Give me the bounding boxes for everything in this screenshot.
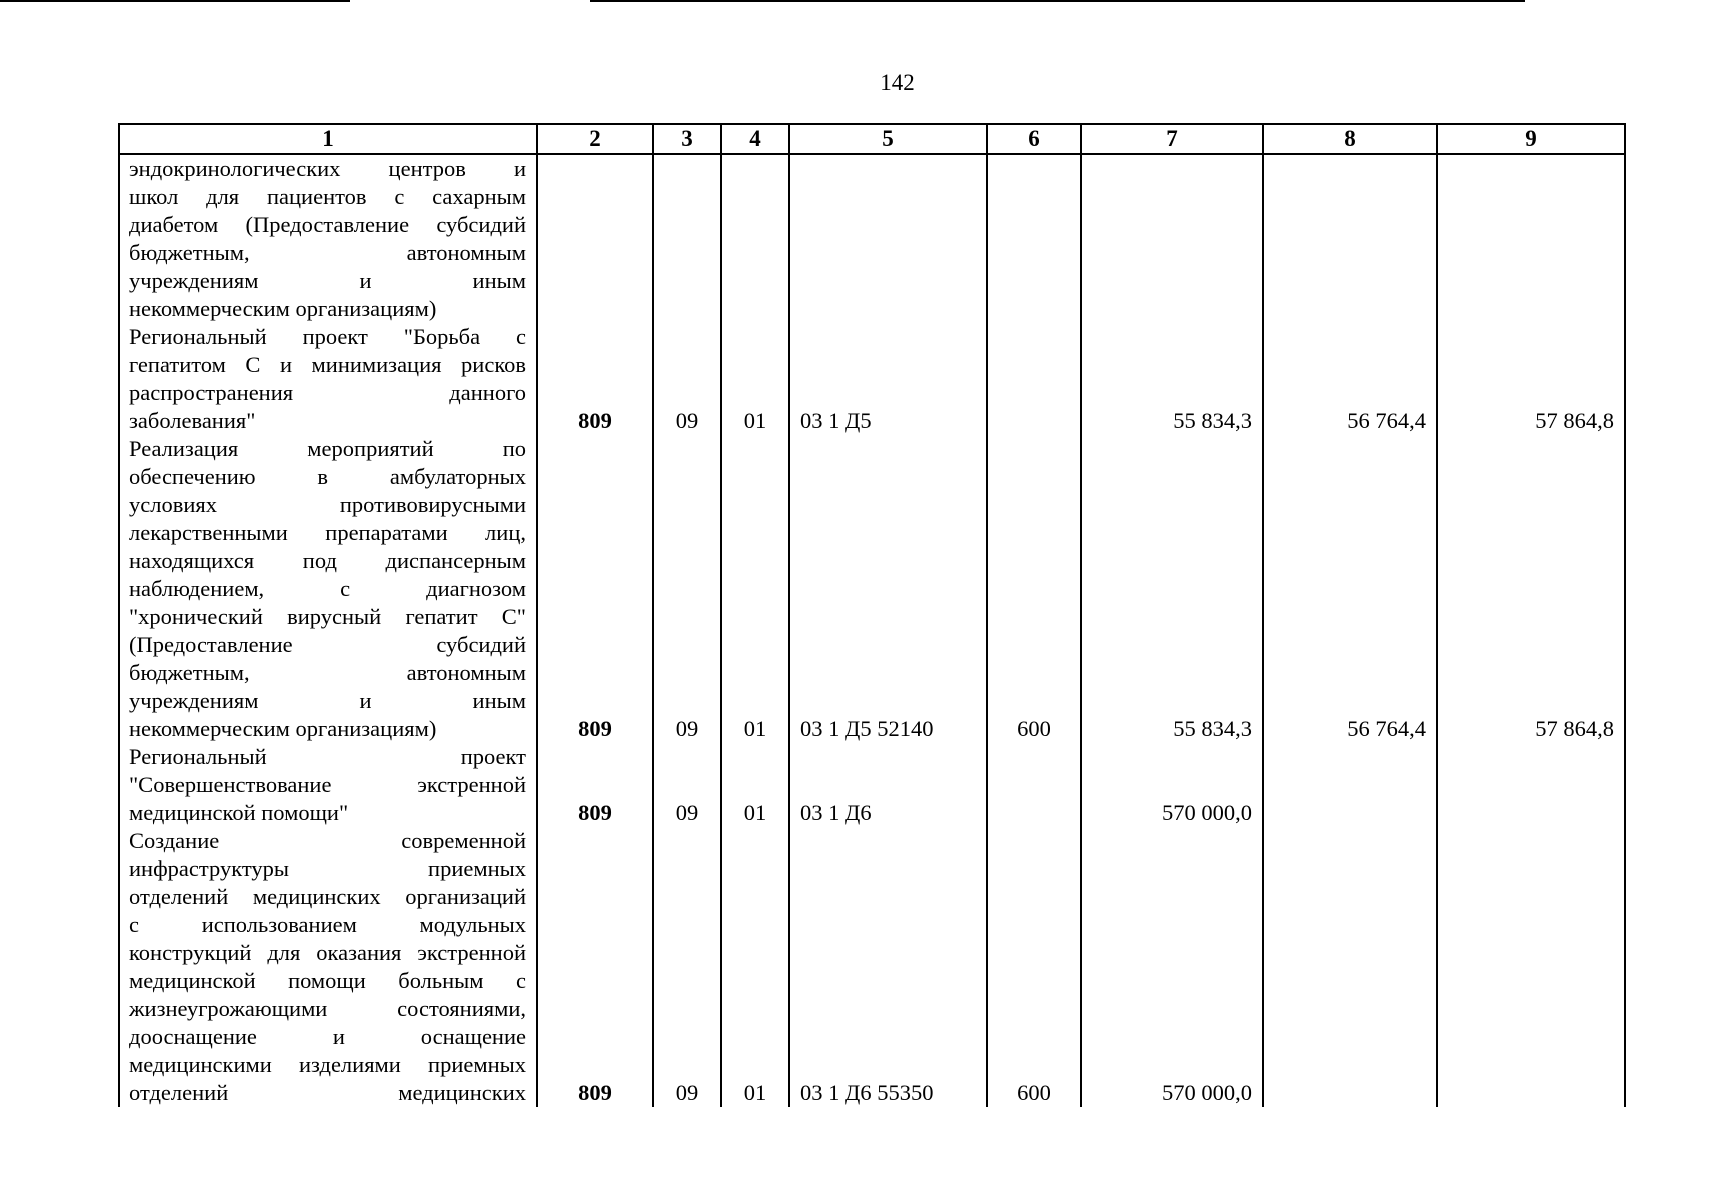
row-target-article: 03 1 Д6 55350 bbox=[789, 827, 987, 1107]
header-col-8: 8 bbox=[1263, 124, 1437, 154]
row-description bbox=[119, 435, 537, 743]
header-col-6: 6 bbox=[987, 124, 1081, 154]
description-line: распространения данного bbox=[129, 380, 526, 405]
description-line: обеспечению в амбулаторных bbox=[129, 464, 526, 489]
row-description bbox=[119, 323, 537, 435]
page-number: 142 bbox=[880, 70, 915, 95]
description-line: находящихся под диспансерным bbox=[129, 548, 526, 573]
description-line: лекарственными препаратами лиц, bbox=[129, 520, 526, 545]
row-section-code: 09 bbox=[653, 323, 721, 435]
table-row bbox=[119, 827, 1625, 1107]
table-body bbox=[119, 154, 1625, 1107]
description-line: диабетом (Предоставление субсидий bbox=[129, 212, 526, 237]
description-line: медицинскими изделиями приемных bbox=[129, 1052, 526, 1077]
row-amount-year-2 bbox=[1263, 827, 1437, 1107]
header-col-1: 1 bbox=[119, 124, 537, 154]
row-description bbox=[119, 154, 537, 323]
row-amount-year-2 bbox=[1263, 154, 1437, 323]
description-line: эндокринологических центров и bbox=[129, 156, 526, 181]
table-row bbox=[119, 323, 1625, 435]
row-subsection-code: 01 bbox=[721, 323, 789, 435]
description-line: жизнеугрожающими состояниями, bbox=[129, 996, 526, 1021]
description-line: условиях противовирусными bbox=[129, 492, 526, 517]
row-target-article: 03 1 Д6 bbox=[789, 743, 987, 827]
description-line: некоммерческим организациям) bbox=[129, 716, 437, 741]
row-section-code: 09 bbox=[653, 827, 721, 1107]
row-section-code bbox=[653, 154, 721, 323]
row-section-code: 09 bbox=[653, 435, 721, 743]
row-expense-type bbox=[987, 154, 1081, 323]
header-col-9: 9 bbox=[1437, 124, 1625, 154]
description-line: "Совершенствование экстренной bbox=[129, 772, 526, 797]
row-description bbox=[119, 827, 537, 1107]
header-col-3: 3 bbox=[653, 124, 721, 154]
header-col-7: 7 bbox=[1081, 124, 1263, 154]
row-amount-year-3: 57 864,8 bbox=[1437, 323, 1625, 435]
row-description bbox=[119, 743, 537, 827]
description-line: инфраструктуры приемных bbox=[129, 856, 526, 881]
row-amount-year-1: 55 834,3 bbox=[1081, 435, 1263, 743]
row-amount-year-1: 570 000,0 bbox=[1081, 827, 1263, 1107]
header-col-4: 4 bbox=[721, 124, 789, 154]
description-line: учреждениям и иным bbox=[129, 688, 526, 713]
description-line: отделений медицинских организаций bbox=[129, 884, 526, 909]
description-line: дооснащение и оснащение bbox=[129, 1024, 526, 1049]
description-line: бюджетным, автономным bbox=[129, 240, 526, 265]
row-amount-year-3 bbox=[1437, 154, 1625, 323]
row-expense-type bbox=[987, 323, 1081, 435]
row-amount-year-2 bbox=[1263, 743, 1437, 827]
description-line: некоммерческим организациям) bbox=[129, 296, 437, 321]
row-amount-year-2: 56 764,4 bbox=[1263, 323, 1437, 435]
row-amount-year-3 bbox=[1437, 827, 1625, 1107]
description-line: медицинской помощи" bbox=[129, 800, 349, 825]
row-amount-year-1: 55 834,3 bbox=[1081, 323, 1263, 435]
row-admin-code bbox=[537, 154, 653, 323]
description-line: Региональный проект bbox=[129, 744, 526, 769]
header-col-5: 5 bbox=[789, 124, 987, 154]
row-subsection-code: 01 bbox=[721, 743, 789, 827]
description-line: Реализация мероприятий по bbox=[129, 436, 526, 461]
row-admin-code: 809 bbox=[537, 743, 653, 827]
description-line: Региональный проект "Борьба с bbox=[129, 324, 526, 349]
description-line: учреждениям и иным bbox=[129, 268, 526, 293]
budget-table bbox=[118, 123, 1626, 1107]
scan-edge-left bbox=[0, 0, 350, 2]
row-section-code: 09 bbox=[653, 743, 721, 827]
row-subsection-code: 01 bbox=[721, 827, 789, 1107]
row-subsection-code: 01 bbox=[721, 435, 789, 743]
description-line: бюджетным, автономным bbox=[129, 660, 526, 685]
table-row bbox=[119, 154, 1625, 323]
description-line: школ для пациентов с сахарным bbox=[129, 184, 526, 209]
row-target-article bbox=[789, 154, 987, 323]
row-expense-type bbox=[987, 743, 1081, 827]
description-line: заболевания" bbox=[129, 408, 256, 433]
row-admin-code: 809 bbox=[537, 323, 653, 435]
row-admin-code: 809 bbox=[537, 435, 653, 743]
row-amount-year-1: 570 000,0 bbox=[1081, 743, 1263, 827]
table-row bbox=[119, 743, 1625, 827]
description-line: гепатитом С и минимизация рисков bbox=[129, 352, 526, 377]
description-line: медицинской помощи больным с bbox=[129, 968, 526, 993]
row-expense-type: 600 bbox=[987, 435, 1081, 743]
row-amount-year-3 bbox=[1437, 743, 1625, 827]
header-col-2: 2 bbox=[537, 124, 653, 154]
header-row bbox=[119, 124, 1625, 154]
description-line: с использованием модульных bbox=[129, 912, 526, 937]
row-amount-year-2: 56 764,4 bbox=[1263, 435, 1437, 743]
description-line: (Предоставление субсидий bbox=[129, 632, 526, 657]
row-target-article: 03 1 Д5 bbox=[789, 323, 987, 435]
scan-edge-right bbox=[590, 0, 1525, 2]
description-line: конструкций для оказания экстренной bbox=[129, 940, 526, 965]
description-line: отделений медицинских bbox=[129, 1080, 526, 1105]
row-subsection-code bbox=[721, 154, 789, 323]
row-target-article: 03 1 Д5 52140 bbox=[789, 435, 987, 743]
row-expense-type: 600 bbox=[987, 827, 1081, 1107]
description-line: наблюдением, с диагнозом bbox=[129, 576, 526, 601]
table-row bbox=[119, 435, 1625, 743]
description-line: Создание современной bbox=[129, 828, 526, 853]
row-admin-code: 809 bbox=[537, 827, 653, 1107]
row-amount-year-3: 57 864,8 bbox=[1437, 435, 1625, 743]
description-line: "хронический вирусный гепатит С" bbox=[129, 604, 526, 629]
row-amount-year-1 bbox=[1081, 154, 1263, 323]
